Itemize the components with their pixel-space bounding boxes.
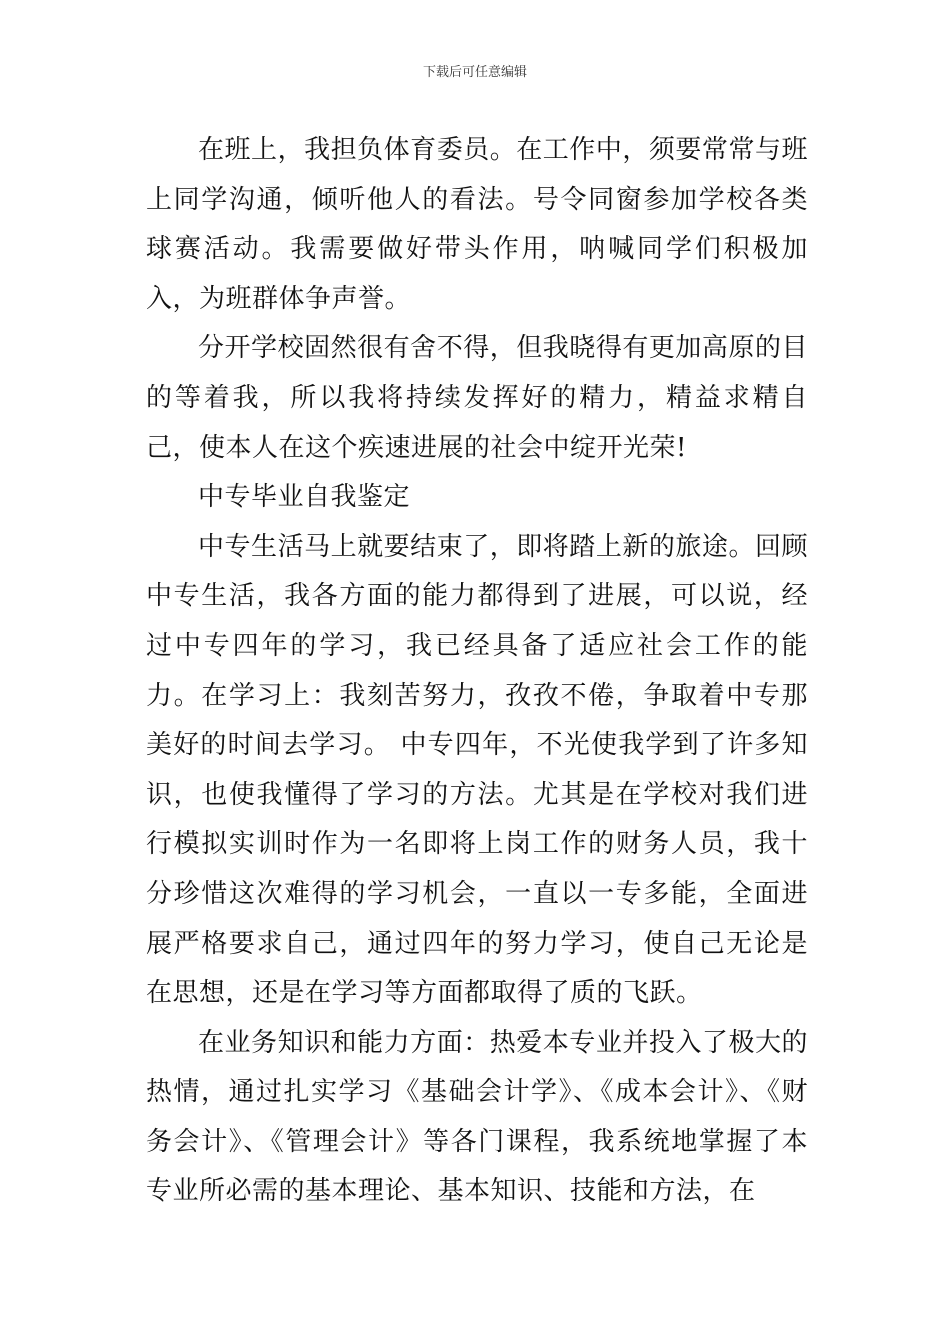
paragraph-professional-knowledge: 在业务知识和能力方面：热爱本专业并投入了极大的热情，通过扎实学习《基础会计学》、《成本会计》、《财务会计》、《管理会计》等各门课程，我系统地掌握了本专业所必需的基本理论、基本知识、技能和方法，在 bbox=[146, 1027, 808, 1207]
section-heading: 中专毕业自我鉴定 bbox=[198, 482, 411, 513]
paragraph-leaving-school: 分开学校固然很有舍不得，但我晓得有更加高原的目的等着我，所以我将持续发挥好的精力，精益求精自己，使本人在这个疾速进展的社会中绽开光荣! bbox=[146, 333, 808, 463]
document-body bbox=[146, 126, 808, 1217]
page-header: 下载后可任意编辑 bbox=[422, 65, 527, 80]
paragraph-class-committee: 在班上，我担负体育委员。在工作中，须要常常与班上同学沟通，倾听他人的看法。号令同窗参加学校各类球赛活动。我需要做好带头作用，呐喊同学们积极加入，为班群体争声誉。 bbox=[146, 135, 808, 314]
paragraph-study-review: 中专生活马上就要结束了，即将踏上新的旅途。回顾中专生活，我各方面的能力都得到了进展，可以说，经过中专四年的学习，我已经具备了适应社会工作的能力。在学习上：我刻苦努力，孜孜不倦，争取着中专那美好的时间去学习。 中专四年，不光使我学到了许多知识，也使我懂得了学习的方法。尤其是在学校对我们进行模拟实训时作为一名即将上岗工作的财务人员，我十分珍惜这次难得的学习机会，一直以一专多能，全面进展严格要求自己，通过四年的努力学习，使自己无论是在思想，还是在学习等方面都取得了质的飞跃。 bbox=[146, 531, 808, 1009]
